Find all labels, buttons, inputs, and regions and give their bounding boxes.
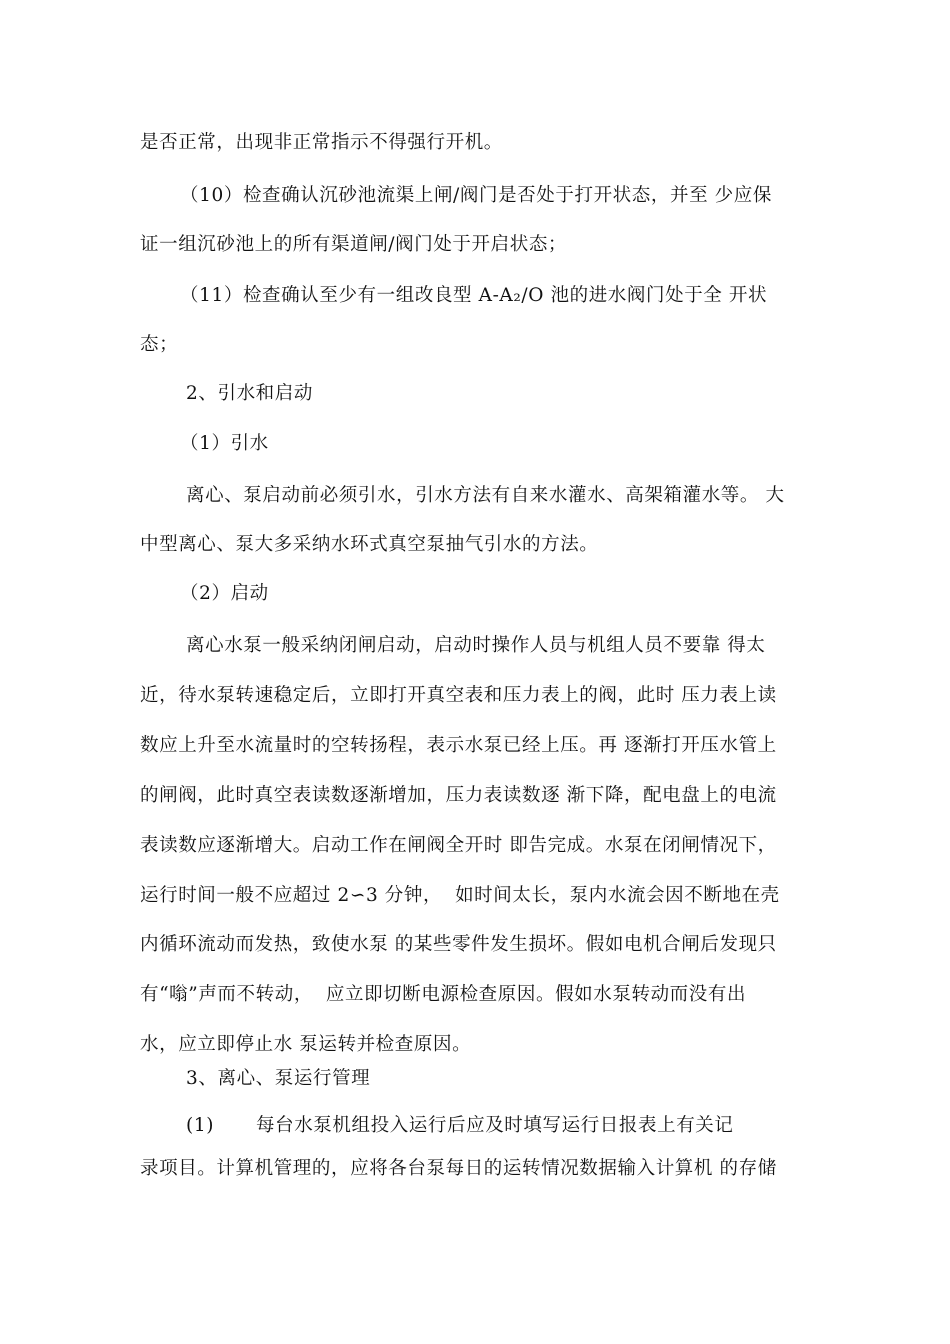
section-heading: 2、引水和启动 [186, 383, 313, 404]
paragraph-line: 证一组沉砂池上的所有渠道闸/阀门处于开启状态； [140, 234, 568, 255]
paragraph-line: 离心水泵一般采纳闭闸启动，启动时操作人员与机组人员不要靠 得太 [186, 635, 766, 656]
paragraph-line: （11）检查确认至少有一组改良型 A-A₂/O 池的进水阀门处于全 开状 [180, 285, 768, 306]
paragraph-line: 近，待水泵转速稳定后，立即打开真空表和压力表上的阀，此时 压力表上读 [140, 685, 777, 706]
paragraph-line: 离心、泵启动前必须引水，引水方法有自来水灌水、高架箱灌水等。 大 [186, 485, 785, 506]
subsection-heading: （1）引水 [180, 433, 269, 454]
paragraph-line: 态； [140, 334, 179, 355]
paragraph-line: 每台水泵机组投入运行后应及时填写运行日报表上有关记 [256, 1115, 734, 1136]
paragraph-line: 是否正常，出现非正常指示不得强行开机。 [140, 132, 503, 153]
section-heading: 3、离心、泵运行管理 [186, 1068, 371, 1089]
paragraph-line: （10）检查确认沉砂池流渠上闸/阀门是否处于打开状态，并至 少应保 [180, 185, 772, 206]
subsection-heading: （2）启动 [180, 583, 269, 604]
paragraph-line: 内循环流动而发热，致使水泵 的某些零件发生损坏。假如电机合闸后发现只 [140, 934, 777, 955]
paragraph-line: 中型离心、泵大多采纳水环式真空泵抽气引水的方法。 [140, 534, 599, 555]
paragraph-line: 水，应立即停止水 泵运转并检查原因。 [140, 1034, 472, 1055]
paragraph-line: 数应上升至水流量时的空转扬程，表示水泵已经上压。再 逐渐打开压水管上 [140, 735, 777, 756]
list-marker: (1) [186, 1115, 215, 1136]
paragraph-line: 运行时间一般不应超过 2∽3 分钟， 如时间太长，泵内水流会因不断地在壳 [140, 885, 780, 906]
paragraph-line: 有“嗡”声而不转动， 应立即切断电源检查原因。假如水泵转动而没有出 [140, 984, 747, 1005]
paragraph-line: 的闸阀，此时真空表读数逐渐增加，压力表读数逐 渐下降，配电盘上的电流 [140, 785, 777, 806]
paragraph-line: 录项目。计算机管理的，应将各台泵每日的运转情况数据输入计算机 的存储 [140, 1158, 777, 1179]
paragraph-line: 表读数应逐渐增大。启动工作在闸阀全开时 即告完成。水泵在闭闸情况下， [140, 835, 777, 856]
